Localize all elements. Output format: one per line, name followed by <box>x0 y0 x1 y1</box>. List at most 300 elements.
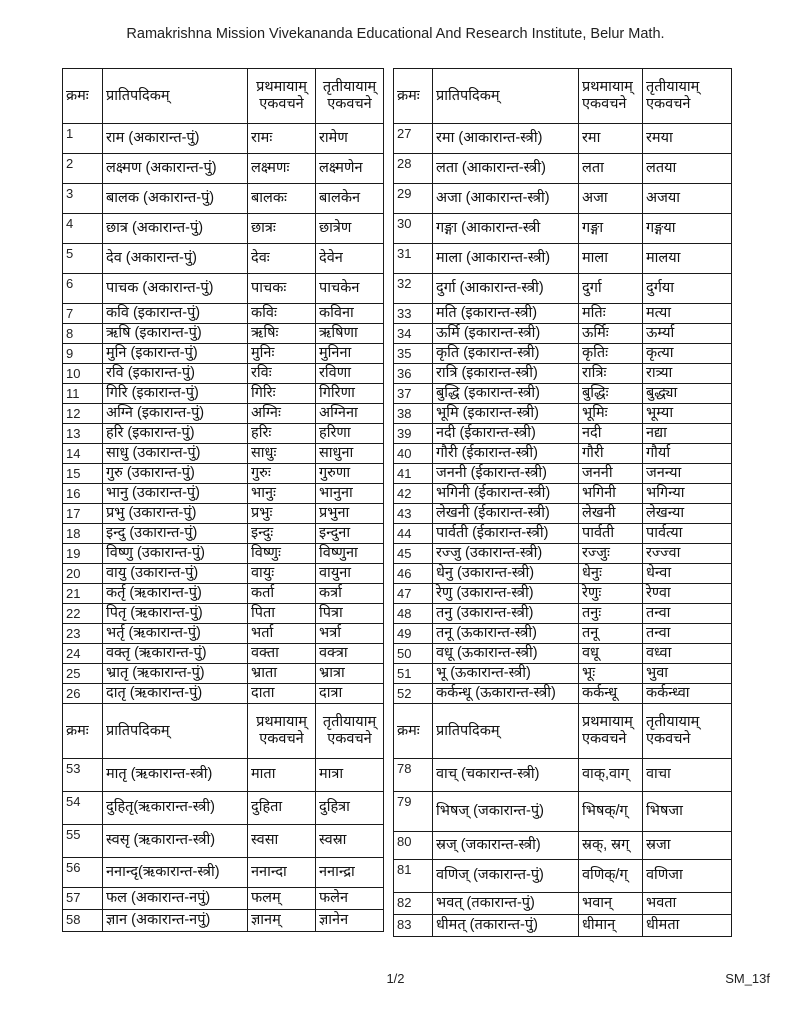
header-row <box>63 69 384 124</box>
table-row <box>394 644 732 664</box>
page-number: 1/2 <box>386 971 405 986</box>
stem-cell: बालक (अकारान्त-पुं) <box>103 184 248 214</box>
nominative-singular-cell: विष्णुः <box>248 544 316 564</box>
nominative-singular-cell: रमा <box>579 124 643 154</box>
row-number-cell: 49 <box>394 624 433 644</box>
row-number-cell: 29 <box>394 184 433 214</box>
document-code: SM_13f <box>725 971 770 986</box>
table-row <box>394 564 732 584</box>
nominative-singular-cell: रेणुः <box>579 584 643 604</box>
nominative-singular-cell: ननान्दा <box>248 858 316 888</box>
nominative-singular-cell: दाता <box>248 684 316 704</box>
instrumental-singular-cell: फलेन <box>316 888 384 910</box>
row-number-cell: 31 <box>394 244 433 274</box>
row-number-cell: 3 <box>63 184 103 214</box>
stem-cell: स्रज् (जकारान्त-स्त्री) <box>433 832 579 860</box>
stem-cell: भर्तृ (ऋकारान्त-पुं) <box>103 624 248 644</box>
nominative-singular-cell: तनू <box>579 624 643 644</box>
table-row <box>394 364 732 384</box>
table-row <box>394 424 732 444</box>
stem-cell: ज्ञान (अकारान्त-नपुं) <box>103 910 248 932</box>
instrumental-singular-cell: भुवा <box>643 664 732 684</box>
instrumental-singular-cell: हरिणा <box>316 424 384 444</box>
instrumental-singular-cell: बालकेन <box>316 184 384 214</box>
row-number-cell: 9 <box>63 344 103 364</box>
instrumental-singular-cell: कर्त्रा <box>316 584 384 604</box>
row-number-cell: 42 <box>394 484 433 504</box>
instrumental-singular-cell: पित्रा <box>316 604 384 624</box>
table-row <box>63 404 384 424</box>
table-row <box>394 184 732 214</box>
header-row <box>63 704 384 759</box>
column-header: प्रातिपदिकम् <box>433 704 579 759</box>
table-row <box>394 664 732 684</box>
nominative-singular-cell: वक्ता <box>248 644 316 664</box>
column-header: क्रमः <box>63 704 103 759</box>
table-row <box>394 464 732 484</box>
stem-cell: प्रभु (उकारान्त-पुं) <box>103 504 248 524</box>
nominative-singular-cell: इन्दुः <box>248 524 316 544</box>
stem-cell: गङ्गा (आकारान्त-स्त्री <box>433 214 579 244</box>
stem-cell: मति (इकारान्त-स्त्री) <box>433 304 579 324</box>
stem-cell: दातृ (ऋकारान्त-पुं) <box>103 684 248 704</box>
stem-cell: तनू (ऊकारान्त-स्त्री) <box>433 624 579 644</box>
nominative-singular-cell: बुद्धिः <box>579 384 643 404</box>
stem-cell: भगिनी (ईकारान्त-स्त्री) <box>433 484 579 504</box>
stem-cell: वक्तृ (ऋकारान्त-पुं) <box>103 644 248 664</box>
row-number-cell: 5 <box>63 244 103 274</box>
instrumental-singular-cell: ऊर्म्या <box>643 324 732 344</box>
nominative-singular-cell: वायुः <box>248 564 316 584</box>
row-number-cell: 13 <box>63 424 103 444</box>
instrumental-singular-cell: दुर्गया <box>643 274 732 304</box>
column-header: तृतीयायाम् एकवचने <box>316 704 384 759</box>
instrumental-singular-cell: कर्कन्ध्वा <box>643 684 732 704</box>
nominative-singular-cell: पाचकः <box>248 274 316 304</box>
stem-cell: गुरु (उकारान्त-पुं) <box>103 464 248 484</box>
table-row <box>63 910 384 932</box>
stem-cell: छात्र (अकारान्त-पुं) <box>103 214 248 244</box>
nominative-singular-cell: गौरी <box>579 444 643 464</box>
instrumental-singular-cell: धीमता <box>643 915 732 937</box>
stem-cell: रात्रि (इकारान्त-स्त्री) <box>433 364 579 384</box>
nominative-singular-cell: भानुः <box>248 484 316 504</box>
nominative-singular-cell: छात्रः <box>248 214 316 244</box>
row-number-cell: 1 <box>63 124 103 154</box>
instrumental-singular-cell: स्रजा <box>643 832 732 860</box>
instrumental-singular-cell: ननान्द्रा <box>316 858 384 888</box>
instrumental-singular-cell: ऋषिणा <box>316 324 384 344</box>
table-row <box>394 324 732 344</box>
instrumental-singular-cell: कविना <box>316 304 384 324</box>
table-row <box>394 893 732 915</box>
nominative-singular-cell: प्रभुः <box>248 504 316 524</box>
table-row <box>63 759 384 792</box>
row-number-cell: 53 <box>63 759 103 792</box>
stem-cell: वणिज् (जकारान्त-पुं) <box>433 860 579 893</box>
instrumental-singular-cell: स्वस्रा <box>316 825 384 858</box>
instrumental-singular-cell: अग्निना <box>316 404 384 424</box>
table-row <box>63 274 384 304</box>
stem-cell: अग्नि (इकारान्त-पुं) <box>103 404 248 424</box>
stem-cell: धेनु (उकारान्त-स्त्री) <box>433 564 579 584</box>
stem-cell: दुर्गा (आकारान्त-स्त्री) <box>433 274 579 304</box>
stem-cell: कर्तृ (ऋकारान्त-पुं) <box>103 584 248 604</box>
instrumental-singular-cell: गुरुणा <box>316 464 384 484</box>
column-header: प्रातिपदिकम् <box>433 69 579 124</box>
instrumental-singular-cell: पार्वत्या <box>643 524 732 544</box>
row-number-cell: 36 <box>394 364 433 384</box>
table-row <box>394 504 732 524</box>
instrumental-singular-cell: मुनिना <box>316 344 384 364</box>
row-number-cell: 45 <box>394 544 433 564</box>
nominative-singular-cell: पार्वती <box>579 524 643 544</box>
table-row <box>63 384 384 404</box>
instrumental-singular-cell: विष्णुना <box>316 544 384 564</box>
instrumental-singular-cell: देवेन <box>316 244 384 274</box>
nominative-singular-cell: लक्ष्मणः <box>248 154 316 184</box>
row-number-cell: 44 <box>394 524 433 544</box>
nominative-singular-cell: वणिक्/ग् <box>579 860 643 893</box>
row-number-cell: 23 <box>63 624 103 644</box>
row-number-cell: 40 <box>394 444 433 464</box>
instrumental-singular-cell: लक्ष्मणेन <box>316 154 384 184</box>
row-number-cell: 56 <box>63 858 103 888</box>
row-number-cell: 32 <box>394 274 433 304</box>
instrumental-singular-cell: साधुना <box>316 444 384 464</box>
row-number-cell: 38 <box>394 404 433 424</box>
stem-cell: भिषज् (जकारान्त-पुं) <box>433 792 579 832</box>
nominative-singular-cell: दुर्गा <box>579 274 643 304</box>
nominative-singular-cell: गुरुः <box>248 464 316 484</box>
row-number-cell: 82 <box>394 893 433 915</box>
nominative-singular-cell: अग्निः <box>248 404 316 424</box>
stem-cell: धीमत् (तकारान्त-पुं) <box>433 915 579 937</box>
nominative-singular-cell: पिता <box>248 604 316 624</box>
nominative-singular-cell: भ्राता <box>248 664 316 684</box>
nominative-singular-cell: रात्रिः <box>579 364 643 384</box>
row-number-cell: 41 <box>394 464 433 484</box>
row-number-cell: 51 <box>394 664 433 684</box>
instrumental-singular-cell: गङ्गया <box>643 214 732 244</box>
nominative-singular-cell: लता <box>579 154 643 184</box>
table-row <box>394 484 732 504</box>
instrumental-singular-cell: दात्रा <box>316 684 384 704</box>
row-number-cell: 25 <box>63 664 103 684</box>
stem-cell: विष्णु (उकारान्त-पुं) <box>103 544 248 564</box>
table-row <box>63 524 384 544</box>
table-row <box>63 304 384 324</box>
instrumental-singular-cell: रमया <box>643 124 732 154</box>
row-number-cell: 34 <box>394 324 433 344</box>
instrumental-singular-cell: रेण्वा <box>643 584 732 604</box>
nominative-singular-cell: दुहिता <box>248 792 316 825</box>
stem-cell: माला (आकारान्त-स्त्री) <box>433 244 579 274</box>
stem-cell: फल (अकारान्त-नपुं) <box>103 888 248 910</box>
nominative-singular-cell: गङ्गा <box>579 214 643 244</box>
document-title: Ramakrishna Mission Vivekananda Educational And Research Institute, Belur Math. <box>126 26 665 42</box>
stem-cell: ऊर्मि (इकारान्त-स्त्री) <box>433 324 579 344</box>
nominative-singular-cell: जननी <box>579 464 643 484</box>
instrumental-singular-cell: मालया <box>643 244 732 274</box>
nominative-singular-cell: मतिः <box>579 304 643 324</box>
stem-cell: रेणु (उकारान्त-स्त्री) <box>433 584 579 604</box>
table-row <box>63 604 384 624</box>
nominative-singular-cell: भर्ता <box>248 624 316 644</box>
nominative-singular-cell: भूः <box>579 664 643 684</box>
row-number-cell: 11 <box>63 384 103 404</box>
table-row <box>63 364 384 384</box>
instrumental-singular-cell: नद्या <box>643 424 732 444</box>
row-number-cell: 7 <box>63 304 103 324</box>
nominative-singular-cell: मुनिः <box>248 344 316 364</box>
table-row <box>394 524 732 544</box>
instrumental-singular-cell: प्रभुना <box>316 504 384 524</box>
table-row <box>63 424 384 444</box>
stem-cell: मुनि (इकारान्त-पुं) <box>103 344 248 364</box>
declension-table-left <box>62 68 384 932</box>
nominative-singular-cell: वाक्,वाग् <box>579 759 643 792</box>
stem-cell: लता (आकारान्त-स्त्री) <box>433 154 579 184</box>
stem-cell: जननी (ईकारान्त-स्त्री) <box>433 464 579 484</box>
instrumental-singular-cell: ज्ञानेन <box>316 910 384 932</box>
table-row <box>394 214 732 244</box>
table-row <box>63 154 384 184</box>
nominative-singular-cell: साधुः <box>248 444 316 464</box>
column-header: प्रातिपदिकम् <box>103 704 248 759</box>
row-number-cell: 33 <box>394 304 433 324</box>
nominative-singular-cell: भूमिः <box>579 404 643 424</box>
table-row <box>63 324 384 344</box>
instrumental-singular-cell: भवता <box>643 893 732 915</box>
table-row <box>394 344 732 364</box>
row-number-cell: 35 <box>394 344 433 364</box>
table-row <box>394 792 732 832</box>
instrumental-singular-cell: वध्वा <box>643 644 732 664</box>
table-row <box>394 832 732 860</box>
instrumental-singular-cell: तन्वा <box>643 624 732 644</box>
table-row <box>394 860 732 893</box>
column-header: तृतीयायाम् एकवचने <box>643 69 732 124</box>
table-row <box>394 604 732 624</box>
row-number-cell: 22 <box>63 604 103 624</box>
table-row <box>63 825 384 858</box>
nominative-singular-cell: स्रक्, स्रग् <box>579 832 643 860</box>
instrumental-singular-cell: मत्या <box>643 304 732 324</box>
row-number-cell: 18 <box>63 524 103 544</box>
stem-cell: भानु (उकारान्त-पुं) <box>103 484 248 504</box>
stem-cell: रज्जु (उकारान्त-स्त्री) <box>433 544 579 564</box>
column-header: प्रथमायाम् एकवचने <box>579 69 643 124</box>
table-row <box>63 214 384 244</box>
stem-cell: कृति (इकारान्त-स्त्री) <box>433 344 579 364</box>
row-number-cell: 80 <box>394 832 433 860</box>
nominative-singular-cell: कृतिः <box>579 344 643 364</box>
column-header: क्रमः <box>394 704 433 759</box>
instrumental-singular-cell: रज्ज्वा <box>643 544 732 564</box>
row-number-cell: 20 <box>63 564 103 584</box>
stem-cell: गौरी (ईकारान्त-स्त्री) <box>433 444 579 464</box>
nominative-singular-cell: वधू <box>579 644 643 664</box>
nominative-singular-cell: गिरिः <box>248 384 316 404</box>
table-row <box>63 244 384 274</box>
stem-cell: भ्रातृ (ऋकारान्त-पुं) <box>103 664 248 684</box>
stem-cell: पितृ (ऋकारान्त-पुं) <box>103 604 248 624</box>
nominative-singular-cell: कविः <box>248 304 316 324</box>
stem-cell: पार्वती (ईकारान्त-स्त्री) <box>433 524 579 544</box>
instrumental-singular-cell: छात्रेण <box>316 214 384 244</box>
nominative-singular-cell: भवान् <box>579 893 643 915</box>
nominative-singular-cell: हरिः <box>248 424 316 444</box>
row-number-cell: 16 <box>63 484 103 504</box>
table-row <box>63 888 384 910</box>
table-row <box>63 484 384 504</box>
row-number-cell: 10 <box>63 364 103 384</box>
instrumental-singular-cell: भगिन्या <box>643 484 732 504</box>
row-number-cell: 30 <box>394 214 433 244</box>
stem-cell: गिरि (इकारान्त-पुं) <box>103 384 248 404</box>
stem-cell: कर्कन्धू (ऊकारान्त-स्त्री) <box>433 684 579 704</box>
row-number-cell: 50 <box>394 644 433 664</box>
instrumental-singular-cell: भ्रात्रा <box>316 664 384 684</box>
table-row <box>63 584 384 604</box>
header-row <box>394 69 732 124</box>
nominative-singular-cell: लेखनी <box>579 504 643 524</box>
nominative-singular-cell: देवः <box>248 244 316 274</box>
row-number-cell: 8 <box>63 324 103 344</box>
instrumental-singular-cell: दुहित्रा <box>316 792 384 825</box>
nominative-singular-cell: रविः <box>248 364 316 384</box>
instrumental-singular-cell: रामेण <box>316 124 384 154</box>
stem-cell: हरि (इकारान्त-पुं) <box>103 424 248 444</box>
row-number-cell: 81 <box>394 860 433 893</box>
instrumental-singular-cell: अजया <box>643 184 732 214</box>
row-number-cell: 27 <box>394 124 433 154</box>
nominative-singular-cell: ऋषिः <box>248 324 316 344</box>
stem-cell: देव (अकारान्त-पुं) <box>103 244 248 274</box>
instrumental-singular-cell: भर्त्रा <box>316 624 384 644</box>
instrumental-singular-cell: भानुना <box>316 484 384 504</box>
table-row <box>63 564 384 584</box>
instrumental-singular-cell: कृत्या <box>643 344 732 364</box>
stem-cell: लक्ष्मण (अकारान्त-पुं) <box>103 154 248 184</box>
stem-cell: अजा (आकारान्त-स्त्री) <box>433 184 579 214</box>
instrumental-singular-cell: गिरिणा <box>316 384 384 404</box>
row-number-cell: 37 <box>394 384 433 404</box>
table-row <box>394 404 732 424</box>
nominative-singular-cell: स्वसा <box>248 825 316 858</box>
table-row <box>63 684 384 704</box>
instrumental-singular-cell: मात्रा <box>316 759 384 792</box>
instrumental-singular-cell: गौर्या <box>643 444 732 464</box>
instrumental-singular-cell: रात्र्या <box>643 364 732 384</box>
table-row <box>394 154 732 184</box>
instrumental-singular-cell: वणिजा <box>643 860 732 893</box>
stem-cell: ऋषि (इकारान्त-पुं) <box>103 324 248 344</box>
column-header: प्रातिपदिकम् <box>103 69 248 124</box>
nominative-singular-cell: ज्ञानम् <box>248 910 316 932</box>
nominative-singular-cell: रज्जुः <box>579 544 643 564</box>
table-row <box>63 464 384 484</box>
table-row <box>394 759 732 792</box>
nominative-singular-cell: धीमान् <box>579 915 643 937</box>
table-row <box>394 124 732 154</box>
row-number-cell: 17 <box>63 504 103 524</box>
nominative-singular-cell: कर्ता <box>248 584 316 604</box>
column-header: तृतीयायाम् एकवचने <box>316 69 384 124</box>
stem-cell: रमा (आकारान्त-स्त्री) <box>433 124 579 154</box>
instrumental-singular-cell: धेन्वा <box>643 564 732 584</box>
stem-cell: दुहितृ(ऋकारान्त-स्त्री) <box>103 792 248 825</box>
instrumental-singular-cell: वाचा <box>643 759 732 792</box>
nominative-singular-cell: माला <box>579 244 643 274</box>
stem-cell: साधु (उकारान्त-पुं) <box>103 444 248 464</box>
table-row <box>63 644 384 664</box>
row-number-cell: 15 <box>63 464 103 484</box>
instrumental-singular-cell: इन्दुना <box>316 524 384 544</box>
instrumental-singular-cell: भिषजा <box>643 792 732 832</box>
row-number-cell: 2 <box>63 154 103 184</box>
stem-cell: वाच् (चकारान्त-स्त्री) <box>433 759 579 792</box>
stem-cell: तनु (उकारान्त-स्त्री) <box>433 604 579 624</box>
row-number-cell: 52 <box>394 684 433 704</box>
instrumental-singular-cell: तन्वा <box>643 604 732 624</box>
table-row <box>394 544 732 564</box>
instrumental-singular-cell: जनन्या <box>643 464 732 484</box>
table-body <box>63 69 384 932</box>
stem-cell: स्वसृ (ऋकारान्त-स्त्री) <box>103 825 248 858</box>
table-row <box>63 664 384 684</box>
table-row <box>63 624 384 644</box>
instrumental-singular-cell: रविणा <box>316 364 384 384</box>
stem-cell: इन्दु (उकारान्त-पुं) <box>103 524 248 544</box>
nominative-singular-cell: धेनुः <box>579 564 643 584</box>
row-number-cell: 19 <box>63 544 103 564</box>
nominative-singular-cell: रामः <box>248 124 316 154</box>
stem-cell: मातृ (ऋकारान्त-स्त्री) <box>103 759 248 792</box>
stem-cell: वधू (ऊकारान्त-स्त्री) <box>433 644 579 664</box>
stem-cell: पाचक (अकारान्त-पुं) <box>103 274 248 304</box>
instrumental-singular-cell: लतया <box>643 154 732 184</box>
table-row <box>394 304 732 324</box>
row-number-cell: 24 <box>63 644 103 664</box>
stem-cell: नदी (ईकारान्त-स्त्री) <box>433 424 579 444</box>
table-row <box>394 915 732 937</box>
nominative-singular-cell: भिषक्/ग् <box>579 792 643 832</box>
table-row <box>394 684 732 704</box>
declension-table-right <box>393 68 732 937</box>
stem-cell: भू (ऊकारान्त-स्त्री) <box>433 664 579 684</box>
table-row <box>63 504 384 524</box>
row-number-cell: 43 <box>394 504 433 524</box>
instrumental-singular-cell: वायुना <box>316 564 384 584</box>
table-row <box>394 384 732 404</box>
stem-cell: भवत् (तकारान्त-पुं) <box>433 893 579 915</box>
instrumental-singular-cell: भूम्या <box>643 404 732 424</box>
row-number-cell: 78 <box>394 759 433 792</box>
row-number-cell: 48 <box>394 604 433 624</box>
row-number-cell: 26 <box>63 684 103 704</box>
nominative-singular-cell: अजा <box>579 184 643 214</box>
row-number-cell: 54 <box>63 792 103 825</box>
row-number-cell: 83 <box>394 915 433 937</box>
row-number-cell: 57 <box>63 888 103 910</box>
row-number-cell: 21 <box>63 584 103 604</box>
nominative-singular-cell: भगिनी <box>579 484 643 504</box>
instrumental-singular-cell: लेखन्या <box>643 504 732 524</box>
table-row <box>394 444 732 464</box>
column-header: प्रथमायाम् एकवचने <box>248 704 316 759</box>
